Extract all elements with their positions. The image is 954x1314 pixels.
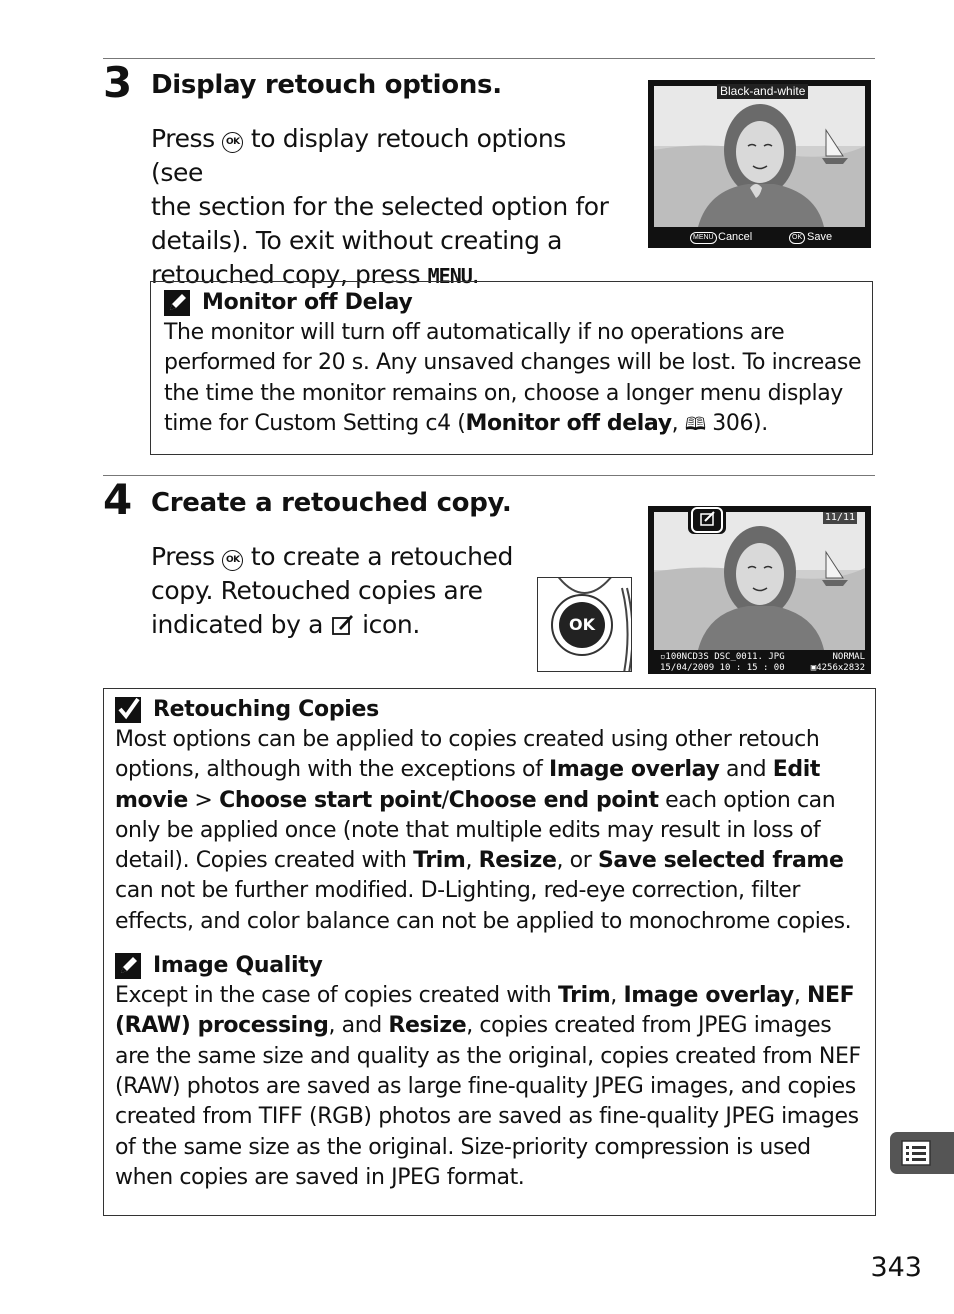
image-size-icon: ▣ bbox=[810, 663, 817, 673]
ok-button-icon: OK bbox=[222, 550, 243, 571]
image-quality-body: Except in the case of copies created with Trim, Image overlay, NEF (RAW) processing, and Resize, copies created from JPEG images are the same size and quality as the original, copies created from NEF (RAW) photos are saved as large fine-quality JPEG images, and copies created from TIFF (RGB) photos are saved as fine-quality JPEG images of the same size as the original. Size-priority compression is used when copies are saved in JPEG format. bbox=[115, 983, 861, 1190]
step-3-body: Press OK to display retouch options (see the section for the selected option for details). To exit without creating a retouched copy, press MENU. bbox=[151, 124, 609, 289]
note-heading: Monitor off Delay bbox=[164, 288, 862, 318]
retouch-menu-tab bbox=[890, 1132, 954, 1174]
step-3-number: 3 bbox=[103, 58, 133, 107]
photo-info: ▫100NCD3S DSC_0011. JPG NORMAL 15/04/2009 10 : 15 : 00 ▣4256x2832 bbox=[660, 652, 865, 673]
retouching-copies-heading: Retouching Copies bbox=[115, 695, 863, 725]
screen-footer bbox=[648, 230, 871, 248]
playback-screen bbox=[648, 506, 871, 674]
menu-button-icon: MENU bbox=[427, 264, 472, 288]
page-number: 343 bbox=[870, 1252, 922, 1283]
caution-check-icon bbox=[115, 697, 141, 723]
retouching-copies-note bbox=[103, 688, 876, 1216]
retouch-preview-screen bbox=[648, 80, 871, 248]
pencil-note-icon bbox=[115, 953, 141, 979]
top-rule bbox=[103, 58, 875, 59]
step-4-title: Create a retouched copy. bbox=[151, 488, 512, 518]
book-icon: 🕮 bbox=[684, 413, 706, 435]
ok-button-illustration bbox=[537, 577, 632, 672]
ok-key-icon: OK bbox=[789, 232, 805, 244]
portrait-photo bbox=[648, 506, 871, 674]
step-4-rule bbox=[103, 475, 875, 476]
pencil-note-icon bbox=[164, 290, 190, 316]
ok-button-icon: OK bbox=[222, 132, 243, 153]
menu-key-icon: MENU bbox=[690, 232, 717, 244]
step-3-title: Display retouch options. bbox=[151, 70, 502, 100]
retouching-copies-body: Most options can be applied to copies created using other retouch options, although with the exceptions of Image overlay and Edit movie > Choose start point/Choose end point each option can only be applied once (note that multiple edits may result in loss of detail). Copies created with Trim, Resize, or Save selected frame can not be further modified. D-Lighting, red-eye correction, filter effects, and color balance can not be applied to monochrome copies. bbox=[115, 727, 852, 934]
step-4-body: Press OK to create a retouched copy. Retouched copies are indicated by a icon. bbox=[151, 542, 513, 639]
retouch-icon bbox=[331, 612, 355, 636]
frame-counter: 11/11 bbox=[824, 512, 855, 523]
cancel-label: Cancel bbox=[718, 231, 753, 243]
retouch-option-label: Black-and-white bbox=[717, 84, 808, 99]
monitor-off-delay-note bbox=[150, 281, 873, 455]
save-label: Save bbox=[807, 231, 833, 243]
folder-icon: ▫ bbox=[660, 652, 666, 662]
step-4-number: 4 bbox=[103, 475, 133, 524]
ok-button-label: OK bbox=[569, 615, 595, 634]
retouch-menu-icon bbox=[890, 1132, 954, 1174]
image-quality-heading: Image Quality bbox=[115, 951, 863, 981]
note-body: The monitor will turn off automatically if no operations are performed for 20 s. Any unsaved changes will be lost. To increase the time the monitor remains on, choose a longer menu display time for Custom Setting c4 (Monitor off delay, 🕮 306). bbox=[164, 318, 862, 440]
portrait-photo bbox=[648, 80, 871, 248]
